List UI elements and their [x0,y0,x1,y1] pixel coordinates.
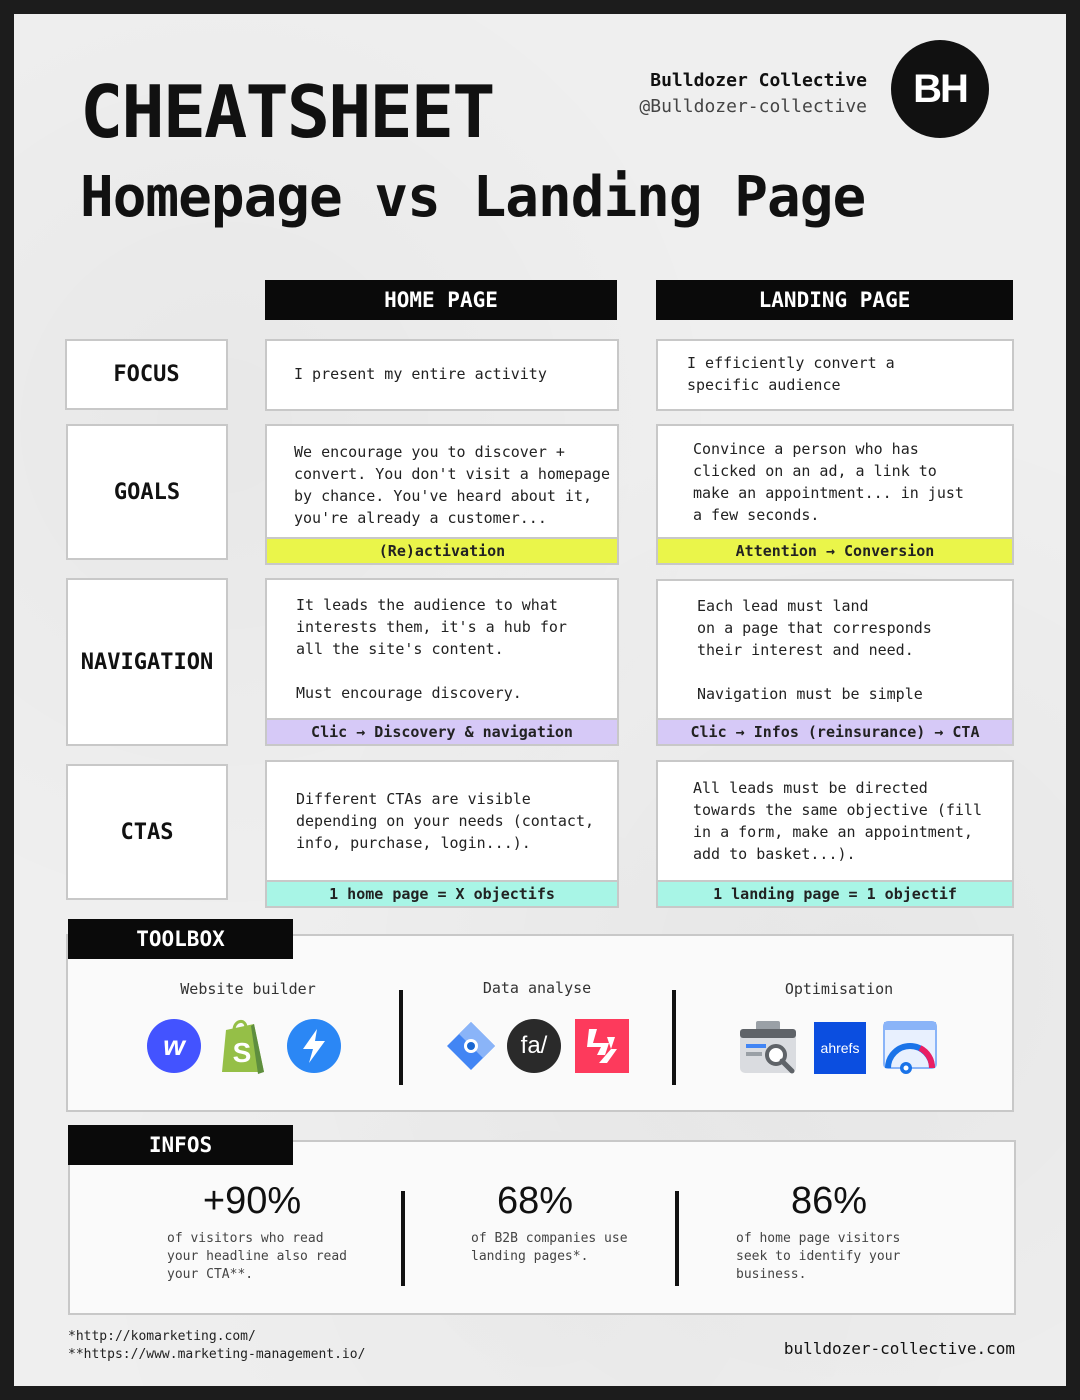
ctas-landing-tag: 1 landing page = 1 objectif [658,880,1012,906]
navigation-home-cell [265,578,619,746]
ctas-home-tag: 1 home page = X objectifs [267,880,617,906]
ahrefs-icon: ahrefs [814,1022,866,1074]
stat-description: of B2B companies use landing pages*. [471,1231,628,1264]
google-tag-manager-icon [445,1020,497,1072]
toolbox-group-label: Optimisation [784,980,894,998]
stat-value: 68% [496,1180,574,1222]
search-console-icon [738,1019,798,1077]
stat-description: of home page visitors seek to identify your business. [736,1231,901,1282]
divider [401,1191,405,1286]
row-label-focus: FOCUS [65,339,228,410]
webflow-icon: w [147,1019,201,1073]
shopify-icon [218,1016,270,1076]
ctas-landing-text: All leads must be directed towards the same objective (fill in a form, make an appointment, add to basket...). [693,779,982,863]
divider [399,990,403,1085]
focus-landing-cell [656,339,1014,411]
navigation-home-tag: Clic → Discovery & navigation [267,718,617,744]
goals-home-text: We encourage you to discover + convert. You don't visit a homepage by chance. You've heard about it, you're already a customer... [294,443,611,527]
navigation-home-text: It leads the audience to what interests them, it's a hub for all the site's content. Must encourage discovery. [296,596,567,702]
focus-home-cell [265,339,619,411]
ctas-home-text: Different CTAs are visible depending on your needs (contact, info, purchase, login...). [296,790,595,852]
page-subtitle: Homepage vs Landing Page [80,165,866,230]
focus-home-text: I present my entire activity [294,365,547,383]
toolbox-group-label: Website builder [180,980,316,998]
infos-section [68,1140,1016,1315]
goals-home-cell [265,424,619,565]
stat-value: +90% [202,1180,302,1222]
svg-text:S: S [232,1037,252,1068]
brand-name: Bulldozer Collective [650,70,867,91]
source-link[interactable]: *http://komarketing.com/ [68,1329,256,1344]
column-header-landing: LANDING PAGE [656,280,1013,320]
goals-home-tag: (Re)activation [267,537,617,563]
focus-landing-text: I efficiently convert a specific audience [687,354,895,394]
stat-value: 86% [790,1180,868,1222]
toolbox-group-label: Data analyse [482,979,592,997]
navigation-landing-tag: Clic → Infos (reinsurance) → CTA [658,718,1012,744]
goals-landing-text: Convince a person who has clicked on an ad, a link to make an appointment... in just a few seconds. [693,440,964,524]
brand-handle: @Bulldozer-collective [639,96,867,117]
column-header-home: HOME PAGE [265,280,617,320]
divider [675,1191,679,1286]
navigation-landing-cell [656,579,1014,746]
pagespeed-icon [882,1020,938,1076]
row-label-navigation: NAVIGATION [66,578,228,746]
zapier-lightning-icon [287,1019,341,1073]
page-title: CHEATSHEET [80,70,494,154]
website-link[interactable]: bulldozer-collective.com [783,1339,1015,1358]
stat-description: of visitors who read your headline also read your CTA**. [167,1231,348,1282]
row-label-goals: GOALS [66,424,228,560]
divider [672,990,676,1085]
navigation-landing-text: Each lead must land on a page that corresponds their interest and need. Navigation must be simple [697,597,932,703]
source-link[interactable]: **https://www.marketing-management.io/ [68,1347,366,1362]
fathom-analytics-icon: fa/ [507,1019,561,1073]
ctas-landing-cell [656,760,1014,908]
ctas-home-cell [265,760,619,908]
brand-logo: BH [891,40,989,138]
goals-landing-tag: Attention → Conversion [658,537,1012,563]
row-label-ctas: CTAS [66,764,228,900]
toolbox-tab: TOOLBOX [68,919,293,959]
hotjar-icon [575,1019,629,1073]
goals-landing-cell [656,424,1014,565]
infos-tab: INFOS [68,1125,293,1165]
